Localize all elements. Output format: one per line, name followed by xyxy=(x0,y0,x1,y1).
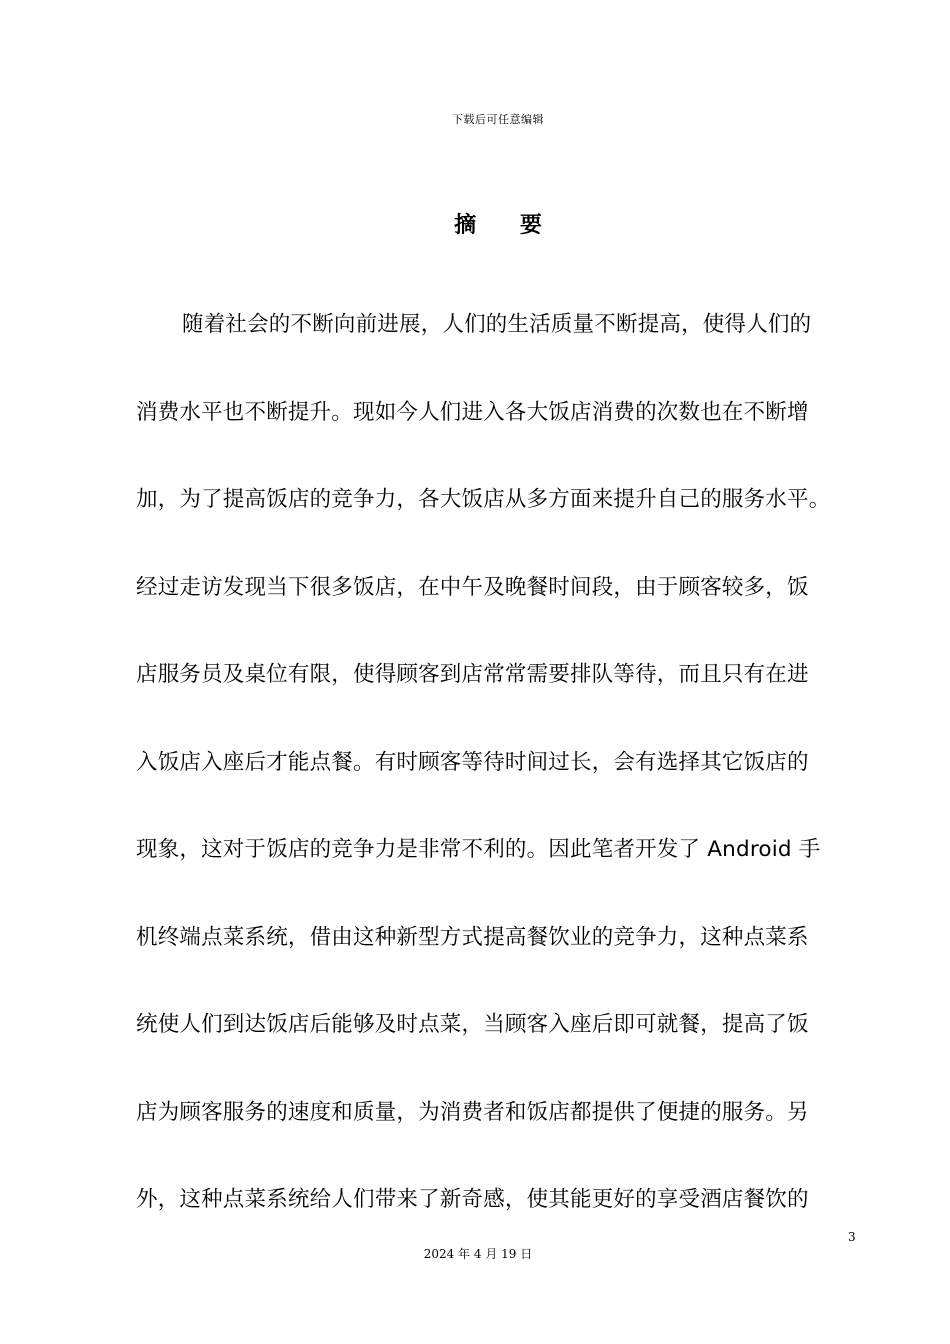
page-number: 3 xyxy=(848,1230,856,1244)
abstract-body xyxy=(136,305,872,1268)
paragraph-line: 入饭店入座后才能点餐。有时顾客等待时间过长，会有选择其它饭店的 xyxy=(136,749,809,775)
paragraph-line: 消费水平也不断提升。现如今人们进入各大饭店消费的次数也在不断增 xyxy=(136,399,809,425)
paragraph-line: 加，为了提高饭店的竞争力，各大饭店从多方面来提升自己的服务水平。 xyxy=(136,487,831,512)
paragraph-line: 现象，这对于饭店的竞争力是非常不利的。因此笔者开发了 Android 手 xyxy=(136,837,821,862)
header-note: 下载后可任意编辑 xyxy=(452,113,544,126)
paragraph-line: 统使人们到达饭店后能够及时点菜，当顾客入座后即可就餐，提高了饭 xyxy=(136,1012,809,1037)
abstract-title: 摘 要 xyxy=(454,213,560,238)
paragraph-line: 店为顾客服务的速度和质量，为消费者和饭店都提供了便捷的服务。另 xyxy=(136,1099,809,1125)
paragraph-line: 外，这种点菜系统给人们带来了新奇感，使其能更好的享受酒店餐饮的 xyxy=(136,1187,809,1212)
paragraph-line: 随着社会的不断向前进展，人们的生活质量不断提高，使得人们的 xyxy=(182,312,812,337)
paragraph-line: 店服务员及桌位有限，使得顾客到店常常需要排队等待，而且只有在进 xyxy=(136,662,809,687)
paragraph-line: 经过走访发现当下很多饭店，在中午及晚餐时间段，由于顾客较多，饭 xyxy=(136,574,809,600)
footer-date: 2024 年 4 月 19 日 xyxy=(423,1247,533,1261)
paragraph-line: 机终端点菜系统，借由这种新型方式提高餐饮业的竞争力，这种点菜系 xyxy=(136,924,809,950)
